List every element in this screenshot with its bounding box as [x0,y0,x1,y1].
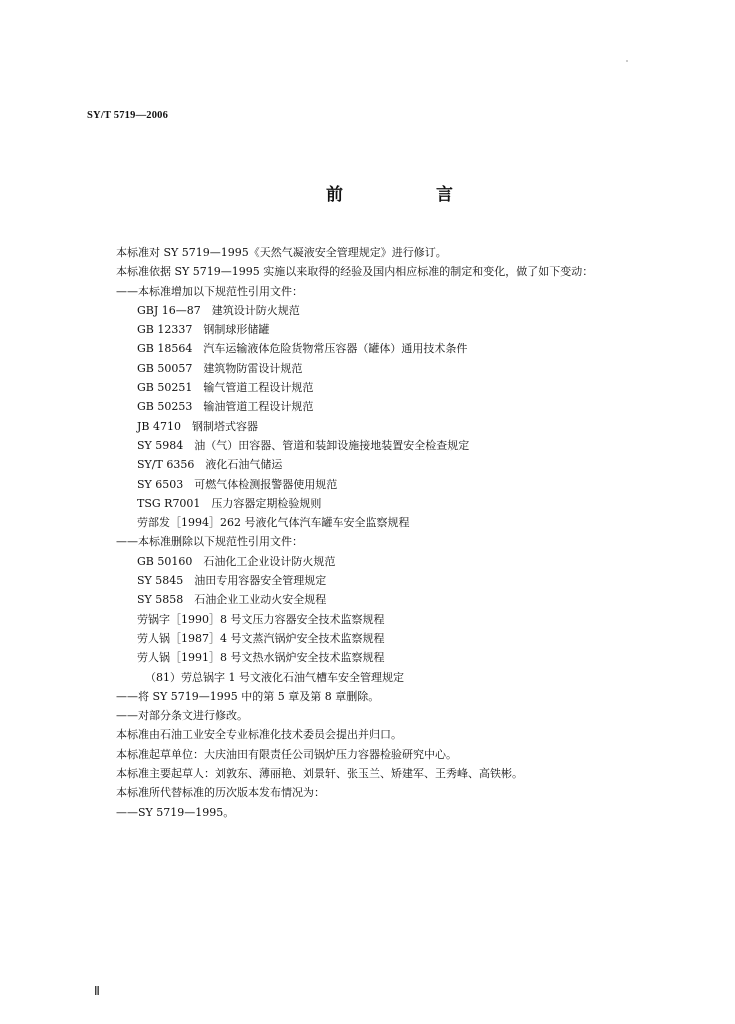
foreword-line: 劳锅字［1990］8 号文压力容器安全技术监察规程 [137,612,385,626]
foreword-line: 劳部发［1994］262 号液化气体汽车罐车安全监察规程 [137,516,410,530]
foreword-line: SY/T 6356 液化石油气储运 [137,458,283,472]
foreword-line: 本标准对 SY 5719—1995《天然气凝液安全管理规定》进行修订。 [116,246,447,259]
foreword-line: SY 5984 油（气）田容器、管道和装卸设施接地装置安全检查规定 [137,438,470,452]
foreword-line: 本标准由石油工业安全专业标准化技术委员会提出并归口。 [116,728,402,742]
foreword-line: GBJ 16—87 建筑设计防火规范 [137,303,300,317]
foreword-line: ——本标准删除以下规范性引用文件： [116,535,303,549]
page-number: Ⅱ [94,984,100,998]
foreword-line: GB 12337 钢制球形储罐 [137,323,270,337]
foreword-line: SY 5845 油田专用容器安全管理规定 [137,574,327,588]
foreword-line: ——SY 5719—1995。 [116,805,235,819]
foreword-line: SY 6503 可燃气体检测报警器使用规范 [137,477,338,491]
foreword-line: GB 50160 石油化工企业设计防火规范 [137,554,336,568]
foreword-line: JB 4710 钢制塔式容器 [137,419,258,433]
foreword-line: （81）劳总锅字 1 号文液化石油气槽车安全管理规定 [145,670,404,684]
foreword-line: 本标准主要起草人：刘敦东、薄丽艳、刘景轩、张玉兰、矫建军、王秀峰、高铁彬。 [116,767,523,781]
foreword-line: TSG R7001 压力容器定期检验规则 [137,496,322,510]
foreword-line: GB 50251 输气管道工程设计规范 [137,381,314,395]
foreword-line: GB 50057 建筑物防雷设计规范 [137,361,303,375]
foreword-line: GB 50253 输油管道工程设计规范 [137,400,314,414]
foreword-line: ——将 SY 5719—1995 中的第 5 章及第 8 章删除。 [116,689,380,703]
foreword-line: 劳人锅［1991］8 号文热水锅炉安全技术监察规程 [137,651,385,665]
foreword-line: ——本标准增加以下规范性引用文件： [116,284,303,298]
foreword-line: 劳人锅［1987］4 号文蒸汽锅炉安全技术监察规程 [137,631,385,645]
scan-speck [626,60,628,62]
foreword-body [0,243,735,822]
foreword-line: GB 18564 汽车运输液体危险货物常压容器（罐体）通用技术条件 [137,342,468,356]
foreword-line: SY 5858 石油企业工业动火安全规程 [137,593,327,607]
foreword-line: 本标准起草单位：大庆油田有限责任公司锅炉压力容器检验研究中心。 [116,747,457,761]
foreword-line: 本标准依据 SY 5719—1995 实施以来取得的经验及国内相应标准的制定和变化，做了如下变动： [116,265,594,279]
foreword-line: ——对部分条文进行修改。 [116,709,248,723]
standard-code-header: SY/T 5719—2006 [87,110,169,121]
page-title: 前 言 [326,185,491,205]
foreword-line: 本标准所代替标准的历次版本发布情况为： [116,786,325,800]
